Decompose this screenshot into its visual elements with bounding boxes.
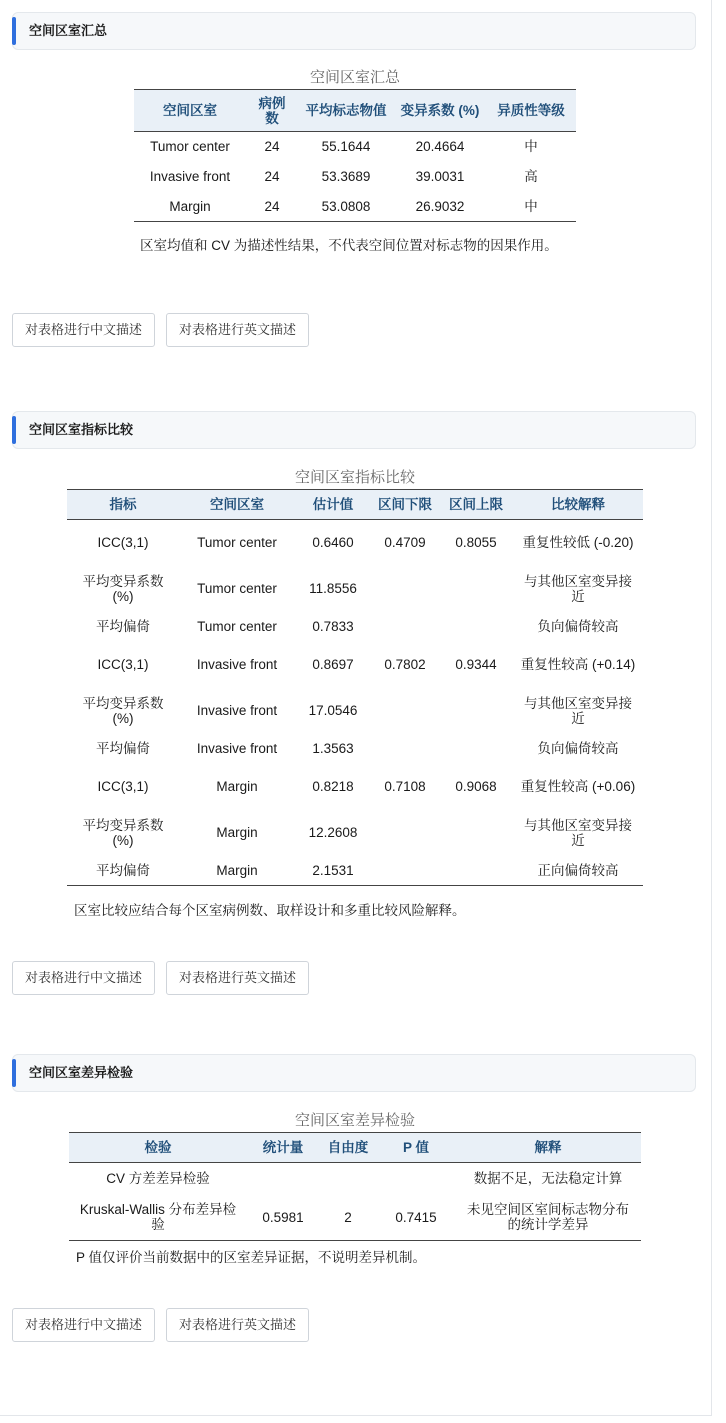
table-cell: 0.7802 bbox=[384, 657, 426, 672]
tests-table bbox=[69, 1109, 641, 1241]
table-cell: Tumor center bbox=[197, 535, 277, 551]
table-cell: 12.2608 bbox=[308, 825, 358, 840]
table-header-row bbox=[134, 90, 576, 132]
table-cell: ICC(3,1) bbox=[97, 535, 149, 551]
table-cell: ICC(3,1) bbox=[97, 779, 149, 794]
table-cell bbox=[439, 856, 513, 886]
table-note: P 值仅评价当前数据中的区室差异证据，不说明差异机制。 bbox=[76, 1250, 427, 1265]
table-cell: 11.8556 bbox=[309, 581, 357, 596]
table-cell: 负向偏倚较高 bbox=[537, 619, 619, 634]
column-header: 异质性等级 bbox=[486, 90, 576, 132]
column-header: 估计值 bbox=[295, 490, 371, 520]
table-cell: 平均偏倚 bbox=[96, 619, 150, 634]
table-caption: 空间区室汇总 bbox=[309, 69, 400, 86]
table-cell: 高 bbox=[524, 169, 538, 184]
section-header-summary bbox=[12, 12, 696, 50]
table-cell: Kruskal-Wallis 分布差异检验 bbox=[79, 1202, 237, 1233]
column-header: 比较解释 bbox=[513, 490, 643, 520]
table-cell bbox=[439, 566, 513, 612]
section-title: 空间区室指标比较 bbox=[29, 422, 134, 437]
table-cell bbox=[439, 688, 513, 734]
table-caption: 空间区室差异检验 bbox=[294, 1112, 415, 1129]
table-row bbox=[67, 566, 643, 612]
table-cell: Invasive front bbox=[196, 741, 278, 756]
column-header: 指标 bbox=[67, 490, 179, 520]
table-row bbox=[67, 612, 643, 642]
column-header: 病例数 bbox=[246, 90, 298, 132]
table-cell: 24 bbox=[264, 169, 280, 184]
table-cell: CV 方差差异检验 bbox=[106, 1171, 210, 1187]
table-cell bbox=[439, 810, 513, 856]
table-cell: 0.7108 bbox=[384, 779, 426, 794]
describe-english-button[interactable]: 对表格进行英文描述 bbox=[166, 961, 309, 995]
table-cell: 0.5981 bbox=[262, 1209, 304, 1225]
table-cell bbox=[371, 856, 439, 886]
comparison-table bbox=[67, 466, 643, 886]
column-header: P 值 bbox=[377, 1133, 455, 1163]
table-cell: 与其他区室变异接近 bbox=[524, 695, 632, 726]
column-header: 检验 bbox=[69, 1133, 247, 1163]
table-cell bbox=[439, 612, 513, 642]
table-cell: Margin bbox=[216, 862, 258, 878]
table-row bbox=[69, 1163, 641, 1195]
table-cell: 26.9032 bbox=[415, 198, 465, 214]
table-cell bbox=[371, 734, 439, 764]
table-cell: 重复性较低 (-0.20) bbox=[522, 535, 634, 551]
table-cell bbox=[371, 612, 439, 642]
table-cell: 53.3689 bbox=[321, 169, 371, 184]
table-cell: 0.8218 bbox=[312, 779, 354, 794]
table-cell: 0.4709 bbox=[384, 535, 426, 551]
table-cell: 中 bbox=[524, 198, 538, 214]
table-row bbox=[67, 734, 643, 764]
column-header: 区间上限 bbox=[439, 490, 513, 520]
table-cell: ICC(3,1) bbox=[97, 657, 149, 672]
table-row bbox=[69, 1195, 641, 1241]
section-title: 空间区室汇总 bbox=[29, 23, 108, 38]
table-cell: 平均变异系数 (%) bbox=[82, 817, 164, 848]
table-cell: 0.9344 bbox=[455, 657, 497, 672]
summary-table bbox=[134, 66, 576, 222]
column-header: 统计量 bbox=[247, 1133, 319, 1163]
table-cell: 重复性较高 (+0.14) bbox=[520, 657, 636, 672]
table-cell bbox=[247, 1163, 319, 1195]
describe-english-button[interactable]: 对表格进行英文描述 bbox=[166, 313, 309, 347]
section-header-tests bbox=[12, 1054, 696, 1092]
table-note: 区室均值和 CV 为描述性结果，不代表空间位置对标志物的因果作用。 bbox=[140, 238, 558, 253]
describe-chinese-button[interactable]: 对表格进行中文描述 bbox=[12, 313, 155, 347]
table-cell: 0.7415 bbox=[395, 1209, 437, 1225]
table-row bbox=[134, 162, 576, 192]
table-cell bbox=[377, 1163, 455, 1195]
table-cell bbox=[371, 810, 439, 856]
describe-english-button[interactable]: 对表格进行英文描述 bbox=[166, 1308, 309, 1342]
table-cell: 0.9068 bbox=[455, 779, 497, 794]
table-cell: 负向偏倚较高 bbox=[537, 741, 619, 756]
table-cell: Tumor center bbox=[150, 139, 230, 155]
table-cell: 53.0808 bbox=[321, 198, 371, 214]
table-row bbox=[134, 192, 576, 222]
column-header: 空间区室 bbox=[179, 490, 295, 520]
table-note: 区室比较应结合每个区室病例数、取样设计和多重比较风险解释。 bbox=[74, 903, 466, 918]
table-cell: 平均偏倚 bbox=[96, 741, 150, 756]
table-cell: 2.1531 bbox=[312, 862, 354, 878]
table-cell: 中 bbox=[524, 139, 538, 155]
table-cell: 20.4664 bbox=[415, 139, 465, 155]
table-cell: Invasive front bbox=[149, 169, 231, 184]
table-cell: 未见空间区室间标志物分布的统计学差异 bbox=[467, 1202, 629, 1233]
table-row bbox=[67, 810, 643, 856]
column-header: 平均标志物值 bbox=[298, 90, 394, 132]
table-cell: Invasive front bbox=[196, 657, 278, 672]
table-row bbox=[67, 764, 643, 810]
table-caption: 空间区室指标比较 bbox=[294, 469, 415, 486]
describe-chinese-button[interactable]: 对表格进行中文描述 bbox=[12, 961, 155, 995]
table-row bbox=[67, 520, 643, 566]
table-cell: Margin bbox=[216, 779, 258, 794]
section-header-comparison bbox=[12, 411, 696, 449]
table-cell: Margin bbox=[169, 198, 211, 214]
table-cell bbox=[439, 734, 513, 764]
table-cell: 39.0031 bbox=[415, 169, 465, 184]
table-cell: 0.8697 bbox=[312, 657, 354, 672]
table-cell: 平均偏倚 bbox=[96, 862, 150, 878]
table-row bbox=[67, 856, 643, 886]
table-cell: 1.3563 bbox=[312, 741, 354, 756]
table-row bbox=[67, 642, 643, 688]
table-cell bbox=[371, 566, 439, 612]
section-title: 空间区室差异检验 bbox=[29, 1065, 134, 1080]
column-header: 空间区室 bbox=[134, 90, 246, 132]
column-header: 自由度 bbox=[319, 1133, 377, 1163]
table-cell: 数据不足，无法稳定计算 bbox=[473, 1171, 623, 1187]
table-cell: 正向偏倚较高 bbox=[537, 862, 619, 878]
table-cell: 55.1644 bbox=[321, 139, 371, 155]
describe-chinese-button[interactable]: 对表格进行中文描述 bbox=[12, 1308, 155, 1342]
column-header: 解释 bbox=[455, 1133, 641, 1163]
table-cell: 24 bbox=[264, 198, 280, 214]
table-cell: 与其他区室变异接近 bbox=[524, 817, 632, 848]
table-cell: 与其他区室变异接近 bbox=[524, 573, 632, 604]
table-header-row bbox=[67, 490, 643, 520]
table-cell: 24 bbox=[264, 139, 280, 155]
table-cell: 0.8055 bbox=[455, 535, 497, 551]
table-cell: 重复性较高 (+0.06) bbox=[520, 779, 636, 794]
table-cell bbox=[371, 688, 439, 734]
table-cell: Tumor center bbox=[197, 581, 277, 596]
table-cell: 0.6460 bbox=[312, 535, 354, 551]
table-cell: 平均变异系数 (%) bbox=[82, 573, 164, 604]
table-cell: 0.7833 bbox=[312, 619, 354, 634]
table-cell: Invasive front bbox=[196, 703, 278, 718]
table-row bbox=[67, 688, 643, 734]
table-cell: 平均变异系数 (%) bbox=[82, 695, 164, 726]
column-header: 区间下限 bbox=[371, 490, 439, 520]
column-header: 变异系数 (%) bbox=[394, 90, 486, 132]
table-cell: Tumor center bbox=[197, 619, 277, 634]
table-cell bbox=[319, 1163, 377, 1195]
table-header-row bbox=[69, 1133, 641, 1163]
table-cell: Margin bbox=[216, 825, 258, 840]
table-cell: 17.0546 bbox=[308, 703, 358, 718]
table-cell: 2 bbox=[344, 1209, 352, 1225]
table-row bbox=[134, 132, 576, 162]
